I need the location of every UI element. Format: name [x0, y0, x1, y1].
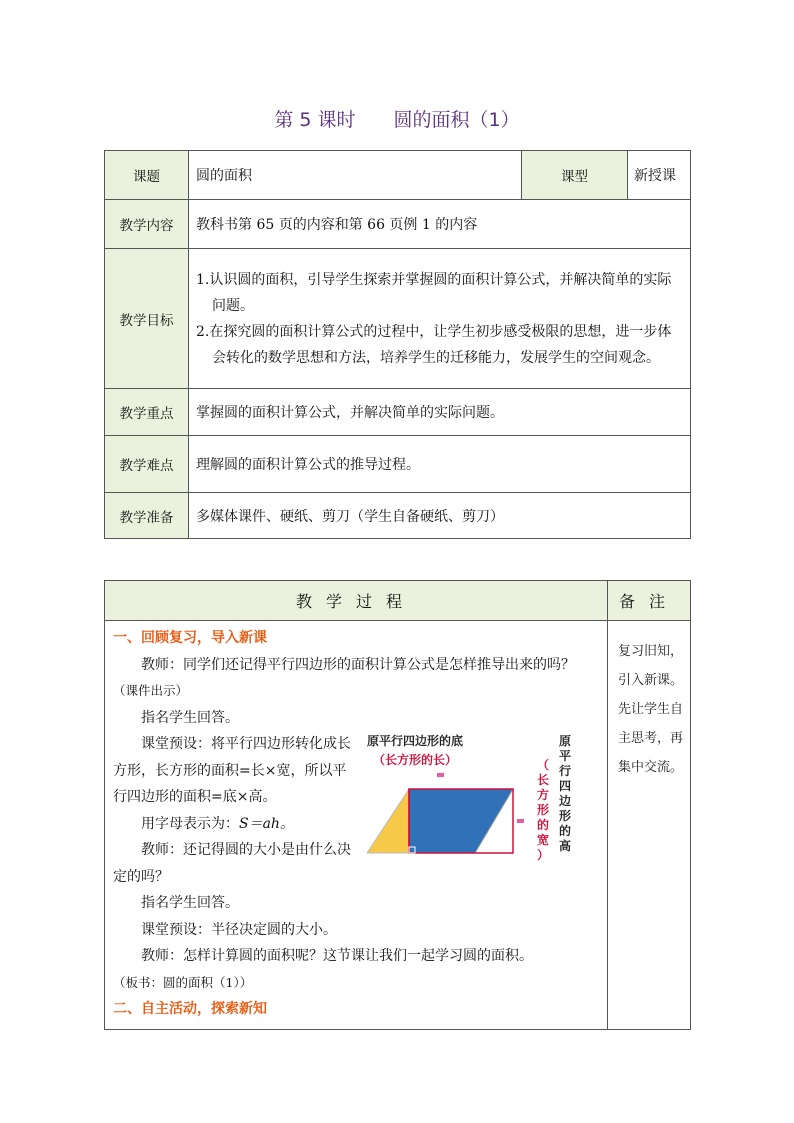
subject-value: 圆的面积	[189, 151, 522, 200]
vertical-labels	[537, 733, 572, 862]
prep-label: 教学准备	[105, 493, 189, 539]
lesson-info-table	[104, 150, 691, 539]
section-2-heading: 二、自主活动，探索新知	[113, 1001, 267, 1017]
goal-label: 教学目标	[105, 249, 189, 389]
lesson-topic: 圆的面积（1）	[393, 109, 520, 131]
teacher-intro: 教师：怎样计算圆的面积呢？这节课让我们一起学习圆的面积。	[141, 948, 533, 964]
content-label: 教学内容	[105, 200, 189, 249]
section-1-heading: 一、回顾复习，导入新课	[113, 630, 267, 646]
key-label: 教学重点	[105, 389, 189, 436]
process-header: 教学过程	[105, 581, 608, 621]
preset-answer-1: 课堂预设：将平行四边形转化成长方形，长方形的面积=长×宽，所以平行四边形的面积=底×高。	[113, 736, 351, 805]
difficulty-label: 教学难点	[105, 436, 189, 493]
goal-item-1: 1.认识圆的面积，引导学生探索并掌握圆的面积计算公式，并解决简单的实际问题。	[196, 271, 672, 314]
type-value: 新授课	[628, 151, 691, 200]
teaching-process-table	[104, 580, 691, 1030]
difficulty-value: 理解圆的面积计算公式的推导过程。	[189, 436, 691, 493]
parallelogram-diagram	[367, 733, 587, 878]
pink-marker-top	[437, 773, 444, 777]
base-label: 原平行四边形的底	[367, 734, 464, 748]
lesson-number: 第 5 课时	[274, 109, 356, 131]
key-value: 掌握圆的面积计算公式，并解决简单的实际问题。	[189, 389, 691, 436]
notes-cell: 复习旧知，引入新课。先让学生自主思考，再集中交流。	[608, 621, 691, 1030]
type-label: 课型	[522, 151, 628, 200]
height-label-text: 原平行四边形的高	[559, 734, 572, 853]
pink-marker-side	[517, 819, 524, 823]
notes-header: 备注	[608, 581, 691, 621]
yellow-triangle	[367, 789, 409, 853]
prep-value: 多媒体课件、硬纸、剪刀（学生自备硬纸、剪刀）	[189, 493, 691, 539]
width-label-text: （长方形的宽）	[537, 758, 550, 862]
length-label: （长方形的长）	[373, 753, 458, 767]
board-note: （板书：圆的面积（1））	[113, 974, 253, 990]
teacher-question-1: 教师：同学们还记得平行四边形的面积计算公式是怎样推导出来的吗？（课件出示）	[113, 656, 575, 698]
student-answer-1: 指名学生回答。	[141, 709, 239, 726]
preset-answer-2: 课堂预设：半径决定圆的大小。	[141, 921, 337, 938]
teacher-question-2: 教师：还记得圆的大小是由什么决定的吗？	[113, 842, 351, 885]
subject-label: 课题	[105, 151, 189, 200]
goal-item-2: 2.在探究圆的面积计算公式的过程中，让学生初步感受极限的思想，进一步体会转化的数学思想和方法，培养学生的迁移能力，发展学生的空间观念。	[196, 323, 672, 366]
formula-line: 用字母表示为：S＝ah。	[141, 815, 294, 832]
goal-list	[189, 249, 691, 389]
process-body	[105, 621, 608, 1030]
page-title	[0, 105, 794, 132]
student-answer-2: 指名学生回答。	[141, 895, 239, 911]
content-value: 教科书第 65 页的内容和第 66 页例 1 的内容	[189, 200, 691, 249]
